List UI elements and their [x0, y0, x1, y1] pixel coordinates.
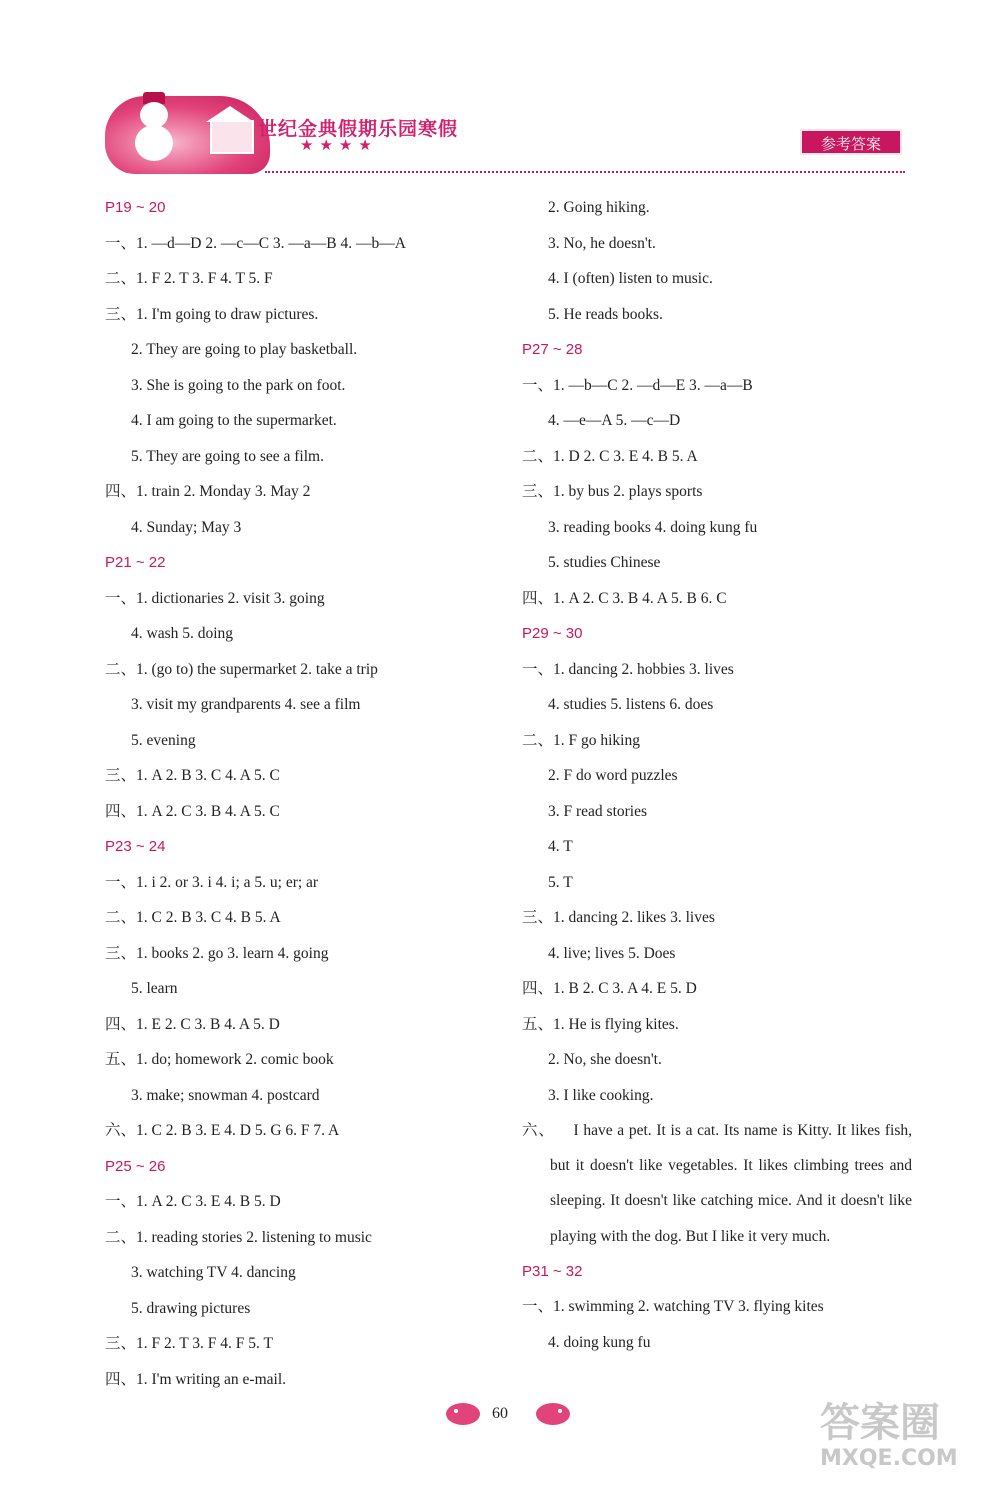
answer-line: 三、1. by bus 2. plays sports: [522, 483, 703, 500]
answer-line: 5. drawing pictures: [131, 1299, 251, 1317]
answer-line: 四、1. E 2. C 3. B 4. A 5. D: [105, 1015, 280, 1033]
answer-line: 四、1. A 2. C 3. B 4. A 5. C: [105, 802, 280, 820]
answer-line: 三、1. I'm going to draw pictures.: [105, 305, 319, 323]
right-column: [522, 190, 912, 1360]
page-header: [0, 0, 1000, 190]
answer-line: 3. watching TV 4. dancing: [131, 1264, 296, 1281]
answer-line: 3. No, he doesn't.: [548, 234, 656, 252]
answer-line: 4. doing kung fu: [548, 1333, 651, 1351]
answer-line: 4. T: [548, 838, 573, 855]
answer-line: 5. learn: [131, 980, 178, 997]
answer-line: 三、1. books 2. go 3. learn 4. going: [105, 944, 329, 962]
answer-line: 3. reading books 4. doing kung fu: [548, 518, 758, 536]
answer-line: 4. wash 5. doing: [131, 625, 234, 642]
answer-line: 六、1. C 2. B 3. E 4. D 5. G 6. F 7. A: [105, 1122, 340, 1139]
watermark-logo: 答案圈: [820, 1400, 940, 1446]
answer-line: 四、1. A 2. C 3. B 4. A 5. B 6. C: [522, 589, 727, 607]
answer-line: 2. F do word puzzles: [548, 767, 678, 784]
answer-line: 3. visit my grandparents 4. see a film: [131, 696, 361, 713]
answer-line: 2. They are going to play basketball.: [131, 341, 358, 358]
page-range-heading: P19 ~ 20: [105, 199, 166, 216]
answer-line: 2. No, she doesn't.: [548, 1051, 662, 1068]
answer-line: 4. I am going to the supermarket.: [131, 412, 337, 429]
answer-line: 一、1. i 2. or 3. i 4. i; a 5. u; er; ar: [105, 873, 319, 891]
site-watermark: [820, 1400, 990, 1480]
answer-line: 二、1. F go hiking: [522, 731, 640, 749]
answer-line: 4. I (often) listen to music.: [548, 270, 713, 287]
answer-line: 5. evening: [131, 731, 196, 749]
page-range-heading: P23 ~ 24: [105, 838, 166, 855]
essay-text: I have a pet. It is a cat. Its name is Kitty. It likes fish, but it doesn't like vegetables. It likes climbing trees and sleeping. It doesn't like catching mice. And it doesn't like playing with the dog. But I like it very much.: [550, 1122, 912, 1245]
answer-line: 三、1. dancing 2. likes 3. lives: [522, 909, 715, 926]
answer-line: 五、1. do; homework 2. comic book: [105, 1051, 334, 1068]
answer-line: 4. studies 5. listens 6. does: [548, 696, 714, 713]
left-column: [105, 190, 505, 1397]
house-icon: [210, 120, 254, 154]
answer-line: 二、1. (go to) the supermarket 2. take a trip: [105, 660, 378, 678]
page-range-heading: P25 ~ 26: [105, 1157, 166, 1175]
answer-key-badge: 参考答案: [800, 129, 902, 155]
answer-line: 二、1. F 2. T 3. F 4. T 5. F: [105, 270, 273, 287]
answer-line: 3. make; snowman 4. postcard: [131, 1086, 320, 1104]
answer-line: 5. They are going to see a film.: [131, 447, 324, 465]
page-range-heading: P27 ~ 28: [522, 341, 583, 358]
answer-line: 四、1. I'm writing an e-mail.: [105, 1370, 287, 1388]
answer-line: 四、1. train 2. Monday 3. May 2: [105, 483, 311, 500]
answer-line: 二、1. D 2. C 3. E 4. B 5. A: [522, 447, 698, 465]
answer-line: 四、1. B 2. C 3. A 4. E 5. D: [522, 980, 697, 997]
stars-icon: ★★★★: [300, 138, 378, 154]
bird-right-icon: [536, 1403, 570, 1425]
page-range-heading: P21 ~ 22: [105, 554, 166, 571]
answer-line: 一、1. dancing 2. hobbies 3. lives: [522, 660, 734, 678]
answer-line: 3. F read stories: [548, 802, 648, 820]
answer-line: 二、1. reading stories 2. listening to music: [105, 1228, 372, 1246]
answer-line: 一、1. A 2. C 3. E 4. B 5. D: [105, 1193, 281, 1210]
answer-line: 4. live; lives 5. Does: [548, 944, 676, 962]
answer-line: 3. She is going to the park on foot.: [131, 376, 346, 394]
answer-line: 5. He reads books.: [548, 305, 663, 323]
page-range-heading: P31 ~ 32: [522, 1262, 583, 1280]
answer-line: 一、1. —b—C 2. —d—E 3. —a—B: [522, 376, 753, 394]
page-range-heading: P29 ~ 30: [522, 625, 583, 642]
essay-section-number: 六、: [522, 1122, 555, 1139]
answer-line: 4. Sunday; May 3: [131, 518, 242, 536]
answer-line: 三、1. A 2. B 3. C 4. A 5. C: [105, 767, 280, 784]
page-number: 60: [492, 1405, 508, 1422]
answer-line: 五、1. He is flying kites.: [522, 1015, 679, 1033]
header-divider: [265, 171, 905, 173]
series-title: 世纪金典假期乐园寒假: [258, 118, 459, 140]
answer-line: 3. I like cooking.: [548, 1086, 654, 1104]
snowman-body-icon: [135, 125, 173, 161]
answer-line: 二、1. C 2. B 3. C 4. B 5. A: [105, 909, 281, 926]
answer-line: 2. Going hiking.: [548, 199, 650, 216]
answer-line: 5. T: [548, 873, 573, 891]
answer-line: 5. studies Chinese: [548, 554, 661, 571]
answer-line: 一、1. swimming 2. watching TV 3. flying kites: [522, 1298, 824, 1316]
essay-paragraph: [522, 1113, 912, 1254]
answer-line: 三、1. F 2. T 3. F 4. F 5. T: [105, 1335, 273, 1352]
watermark-url: MXQE.COM: [820, 1446, 958, 1471]
answer-line: 4. —e—A 5. —c—D: [548, 412, 681, 429]
answer-line: 一、1. —d—D 2. —c—C 3. —a—B 4. —b—A: [105, 234, 406, 252]
answer-line: 一、1. dictionaries 2. visit 3. going: [105, 589, 325, 607]
